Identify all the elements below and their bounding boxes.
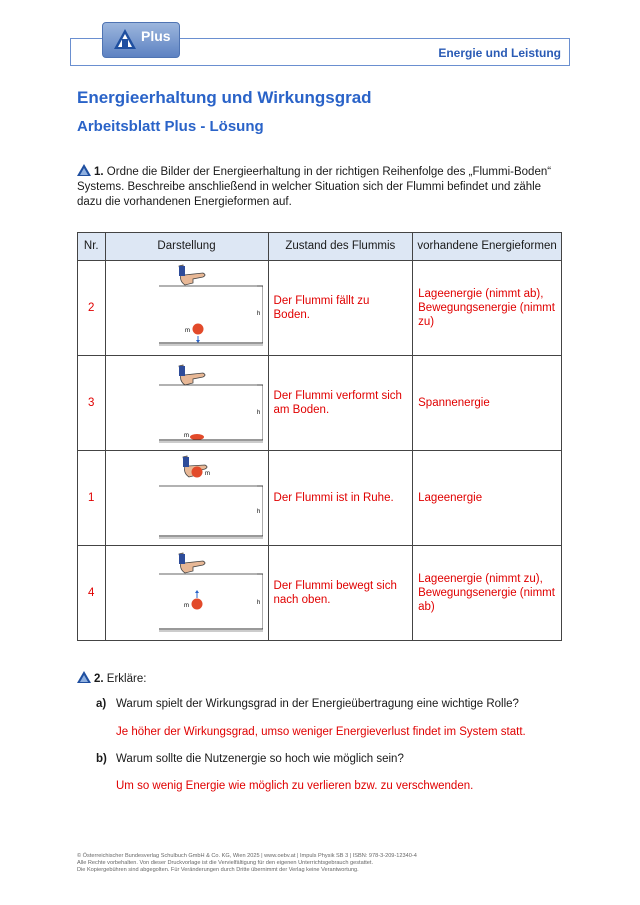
ball-icon xyxy=(192,324,203,335)
question-b-label: b) xyxy=(96,753,107,765)
deformed-ball-illustration xyxy=(111,356,263,447)
falling-ball-illustration xyxy=(111,261,263,352)
task-2 xyxy=(77,671,567,687)
mass-label: m xyxy=(183,603,189,609)
answer-a: Je höher der Wirkungsgrad, umso weniger Energieverlust findet im System statt. xyxy=(116,726,526,738)
sleeve-icon xyxy=(179,366,185,376)
energie-cell: Spannenergie xyxy=(413,356,562,451)
zustand-cell: Der Flummi ist in Ruhe. xyxy=(268,451,413,546)
task-1 xyxy=(77,164,567,210)
ball-icon xyxy=(191,467,202,478)
table-row xyxy=(78,451,562,546)
energy-table xyxy=(77,232,562,641)
rising-ball-illustration xyxy=(111,546,263,637)
ball-icon xyxy=(191,599,202,610)
mass-label: m xyxy=(204,471,210,477)
page-subtitle: Arbeitsblatt Plus - Lösung xyxy=(77,118,264,135)
answer-b: Um so wenig Energie wie möglich zu verlieren bzw. zu verschwenden. xyxy=(116,780,474,792)
row-number: 3 xyxy=(78,356,106,451)
illustration-cell xyxy=(105,546,268,641)
footer-line-2: Alle Rechte vorbehalten. Von dieser Druckvorlage ist die Vervielfältigung für den eigenen Unterrichtsgebrauch gestattet. xyxy=(77,860,374,866)
table-row xyxy=(78,546,562,641)
footer xyxy=(77,853,417,874)
plus-logo xyxy=(102,22,180,58)
zustand-cell: Der Flummi fällt zu Boden. xyxy=(268,261,413,356)
question-b xyxy=(96,753,404,765)
logo-text: Plus xyxy=(141,28,171,44)
height-label: h xyxy=(256,509,260,515)
energie-cell: Lageenergie (nimmt ab), Bewegungsenergie (nimmt zu) xyxy=(413,261,562,356)
question-b-text: Warum sollte die Nutzenergie so hoch wie möglich sein? xyxy=(116,753,404,765)
energie-cell: Lageenergie (nimmt zu), Bewegungsenergie (nimmt ab) xyxy=(413,546,562,641)
sleeve-icon xyxy=(179,266,185,276)
question-a-text: Warum spielt der Wirkungsgrad in der Energieübertragung eine wichtige Rolle? xyxy=(116,698,519,710)
energie-cell: Lageenergie xyxy=(413,451,562,546)
mass-label: m xyxy=(184,328,190,334)
header-darstellung: Darstellung xyxy=(105,233,268,261)
header-zustand: Zustand des Flummis xyxy=(268,233,413,261)
illustration-cell xyxy=(105,356,268,451)
up-arrow-icon xyxy=(195,590,199,593)
row-number: 2 xyxy=(78,261,106,356)
page-title: Energieerhaltung und Wirkungsgrad xyxy=(77,88,372,107)
question-a-label: a) xyxy=(96,698,107,710)
sleeve-icon xyxy=(179,554,185,564)
task-1-text: Ordne die Bilder der Energieerhaltung in der richtigen Reihenfolge des „Flummi-Boden“ Systems. Beschreibe anschließend in welcher Situation sich der Flummi befindet und zähle dazu die vorhandenen Energieformen auf. xyxy=(77,166,552,208)
header-energieformen: vorhandene Energieformen xyxy=(413,233,562,261)
section-title: Energie und Leistung xyxy=(438,46,561,60)
zustand-cell: Der Flummi bewegt sich nach oben. xyxy=(268,546,413,641)
illustration-cell xyxy=(105,261,268,356)
task-2-number: 2. xyxy=(94,673,104,685)
resting-ball-illustration xyxy=(111,451,263,542)
mass-label: m xyxy=(183,433,189,439)
table-row xyxy=(78,261,562,356)
header-nr: Nr. xyxy=(78,233,106,261)
row-number: 4 xyxy=(78,546,106,641)
footer-line-1: © Österreichischer Bundesverlag Schulbuch GmbH & Co. KG, Wien 2025 | www.oebv.at | Impuls Physik SB 3 | ISBN: 978-3-209-12340-4 xyxy=(77,853,417,859)
ball-icon xyxy=(190,434,204,440)
footer-line-3: Die Kopiergebühren sind abgegolten. Für Veränderungen durch Dritte übernimmt der Verlag keine Verantwortung. xyxy=(77,867,359,873)
height-label: h xyxy=(256,311,260,317)
table-row xyxy=(78,356,562,451)
illustration-cell xyxy=(105,451,268,546)
row-number: 1 xyxy=(78,451,106,546)
question-a xyxy=(96,698,519,710)
task-2-text: Erkläre: xyxy=(106,673,147,685)
task-triangle-icon xyxy=(77,164,91,176)
height-label: h xyxy=(256,410,260,416)
triangle-logo-icon xyxy=(113,28,137,50)
height-label: h xyxy=(256,600,260,606)
sleeve-icon xyxy=(183,457,189,467)
table-header-row xyxy=(78,233,562,261)
task-1-number: 1. xyxy=(94,166,104,178)
zustand-cell: Der Flummi verformt sich am Boden. xyxy=(268,356,413,451)
task-triangle-icon xyxy=(77,671,91,683)
